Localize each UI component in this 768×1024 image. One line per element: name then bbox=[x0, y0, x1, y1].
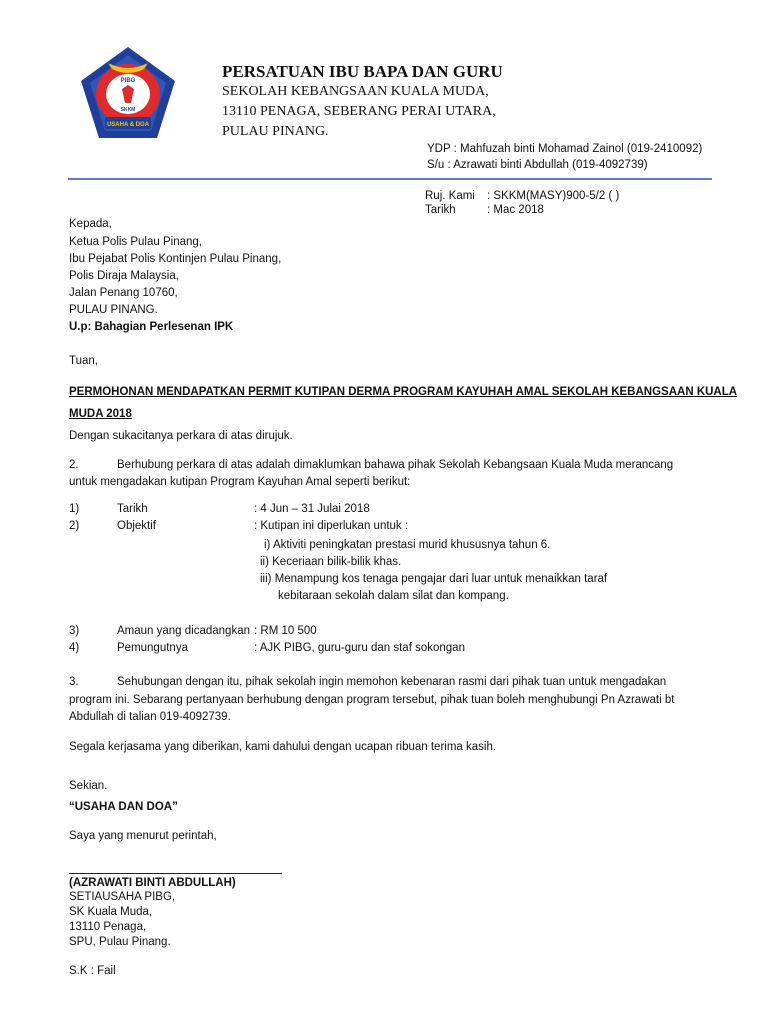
item-value: : Kutipan ini diperlukan untuk : bbox=[254, 520, 409, 532]
letterhead-address-line: SEKOLAH KEBANGSAAN KUALA MUDA, bbox=[222, 84, 489, 99]
objective-item: i) Aktiviti peningkatan prestasi murid khususnya tahun 6. bbox=[264, 539, 551, 551]
item-value: : RM 10 500 bbox=[254, 625, 317, 637]
recipient-line: PULAU PINANG. bbox=[69, 304, 158, 316]
paragraph-3-number: 3. bbox=[69, 676, 79, 688]
signatory-name: (AZRAWATI BINTI ABDULLAH) bbox=[69, 877, 236, 889]
recipient-attention: U.p: Bahagian Perlesenan IPK bbox=[69, 321, 234, 333]
signatory-line: 13110 Penaga, bbox=[69, 921, 147, 933]
item-label: Pemungutnya bbox=[117, 642, 188, 654]
paragraph-3-line: program ini. Sebarang pertanyaan berhubung dengan program tersebut, pihak tuan boleh menghubungi Pn Azrawati bt bbox=[69, 694, 675, 706]
paragraph-2-line: Berhubung perkara di atas adalah dimaklumkan bahawa pihak Sekolah Kebangsaan Kuala Muda merancang bbox=[117, 459, 674, 471]
signatory-line: SPU, Pulau Pinang. bbox=[69, 936, 171, 948]
crest-motto-text: USAHA & DOA bbox=[106, 122, 150, 128]
paragraph-4: Segala kerjasama yang diberikan, kami dahului dengan ucapan ribuan terima kasih. bbox=[69, 741, 497, 753]
subject-line: PERMOHONAN MENDAPATKAN PERMIT KUTIPAN DERMA PROGRAM KAYUHAH AMAL SEKOLAH KEBANGSAAN KUALA bbox=[69, 386, 738, 398]
paragraph-3-line: Sehubungan dengan itu, pihak sekolah ingin memohon kebenaran rasmi dari pihak tuan untuk mengadakan bbox=[117, 676, 667, 688]
signature-line bbox=[69, 873, 282, 874]
item-number: 4) bbox=[69, 642, 80, 654]
closing: Sekian. bbox=[69, 780, 108, 792]
letterhead-address-line: PULAU PINANG. bbox=[222, 124, 329, 139]
paragraph-2-number: 2. bbox=[69, 459, 79, 471]
letterhead-su: S/u : Azrawati binti Abdullah (019-4092739) bbox=[427, 159, 648, 171]
letterhead-ydp: YDP : Mahfuzah binti Mohamad Zainol (019-2410092) bbox=[427, 143, 703, 155]
reference-value: : SKKM(MASY)900-5/2 ( ) bbox=[487, 190, 620, 202]
letterhead-divider bbox=[68, 178, 712, 180]
signatory-line: SK Kuala Muda, bbox=[69, 906, 153, 918]
item-label: Amaun yang dicadangkan bbox=[117, 625, 250, 637]
paragraph-3-line: Abdullah di talian 019-4092739. bbox=[69, 711, 231, 723]
motto: “USAHA DAN DOA” bbox=[69, 801, 178, 813]
objective-item: iii) Menampung kos tenaga pengajar dari luar untuk menaikkan taraf bbox=[260, 573, 608, 585]
objective-item: kebitaraan sekolah dalam silat dan kompang. bbox=[278, 590, 509, 602]
signatory-line: SETIAUSAHA PIBG, bbox=[69, 891, 176, 903]
date-value: : Mac 2018 bbox=[487, 204, 544, 216]
item-value: : 4 Jun – 31 Julai 2018 bbox=[254, 503, 370, 515]
recipient-line: Jalan Penang 10760, bbox=[69, 287, 178, 299]
item-label: Tarikh bbox=[117, 503, 148, 515]
paragraph-2-line: untuk mengadakan kutipan Program Kayuhan Amal seperti berikut: bbox=[69, 476, 411, 488]
objective-item: ii) Keceriaan bilik-bilik khas. bbox=[260, 556, 402, 568]
subject-line: MUDA 2018 bbox=[69, 408, 132, 420]
reference-label: Ruj. Kami bbox=[425, 190, 475, 202]
item-number: 1) bbox=[69, 503, 80, 515]
item-number: 2) bbox=[69, 520, 80, 532]
pibg-school-crest-icon bbox=[78, 45, 178, 141]
letterhead-title: PERSATUAN IBU BAPA DAN GURU bbox=[222, 62, 503, 81]
crest-text-top: PIBG bbox=[120, 78, 136, 84]
signoff: Saya yang menurut perintah, bbox=[69, 830, 217, 842]
salutation: Tuan, bbox=[69, 355, 98, 367]
paragraph-1: Dengan sukacitanya perkara di atas dirujuk. bbox=[69, 430, 293, 442]
recipient-line: Polis Diraja Malaysia, bbox=[69, 270, 179, 282]
crest-text-mid: SKKM bbox=[120, 107, 136, 113]
recipient-line: Ibu Pejabat Polis Kontinjen Pulau Pinang, bbox=[69, 253, 282, 265]
item-label: Objektif bbox=[117, 520, 156, 532]
item-value: : AJK PIBG, guru-guru dan staf sokongan bbox=[254, 642, 465, 654]
recipient-line: Kepada, bbox=[69, 218, 112, 230]
letterhead-address-line: 13110 PENAGA, SEBERANG PERAI UTARA, bbox=[222, 104, 496, 119]
item-number: 3) bbox=[69, 625, 80, 637]
date-label: Tarikh bbox=[425, 204, 456, 216]
recipient-line: Ketua Polis Pulau Pinang, bbox=[69, 236, 202, 248]
sk-copy-note: S.K : Fail bbox=[69, 965, 116, 977]
